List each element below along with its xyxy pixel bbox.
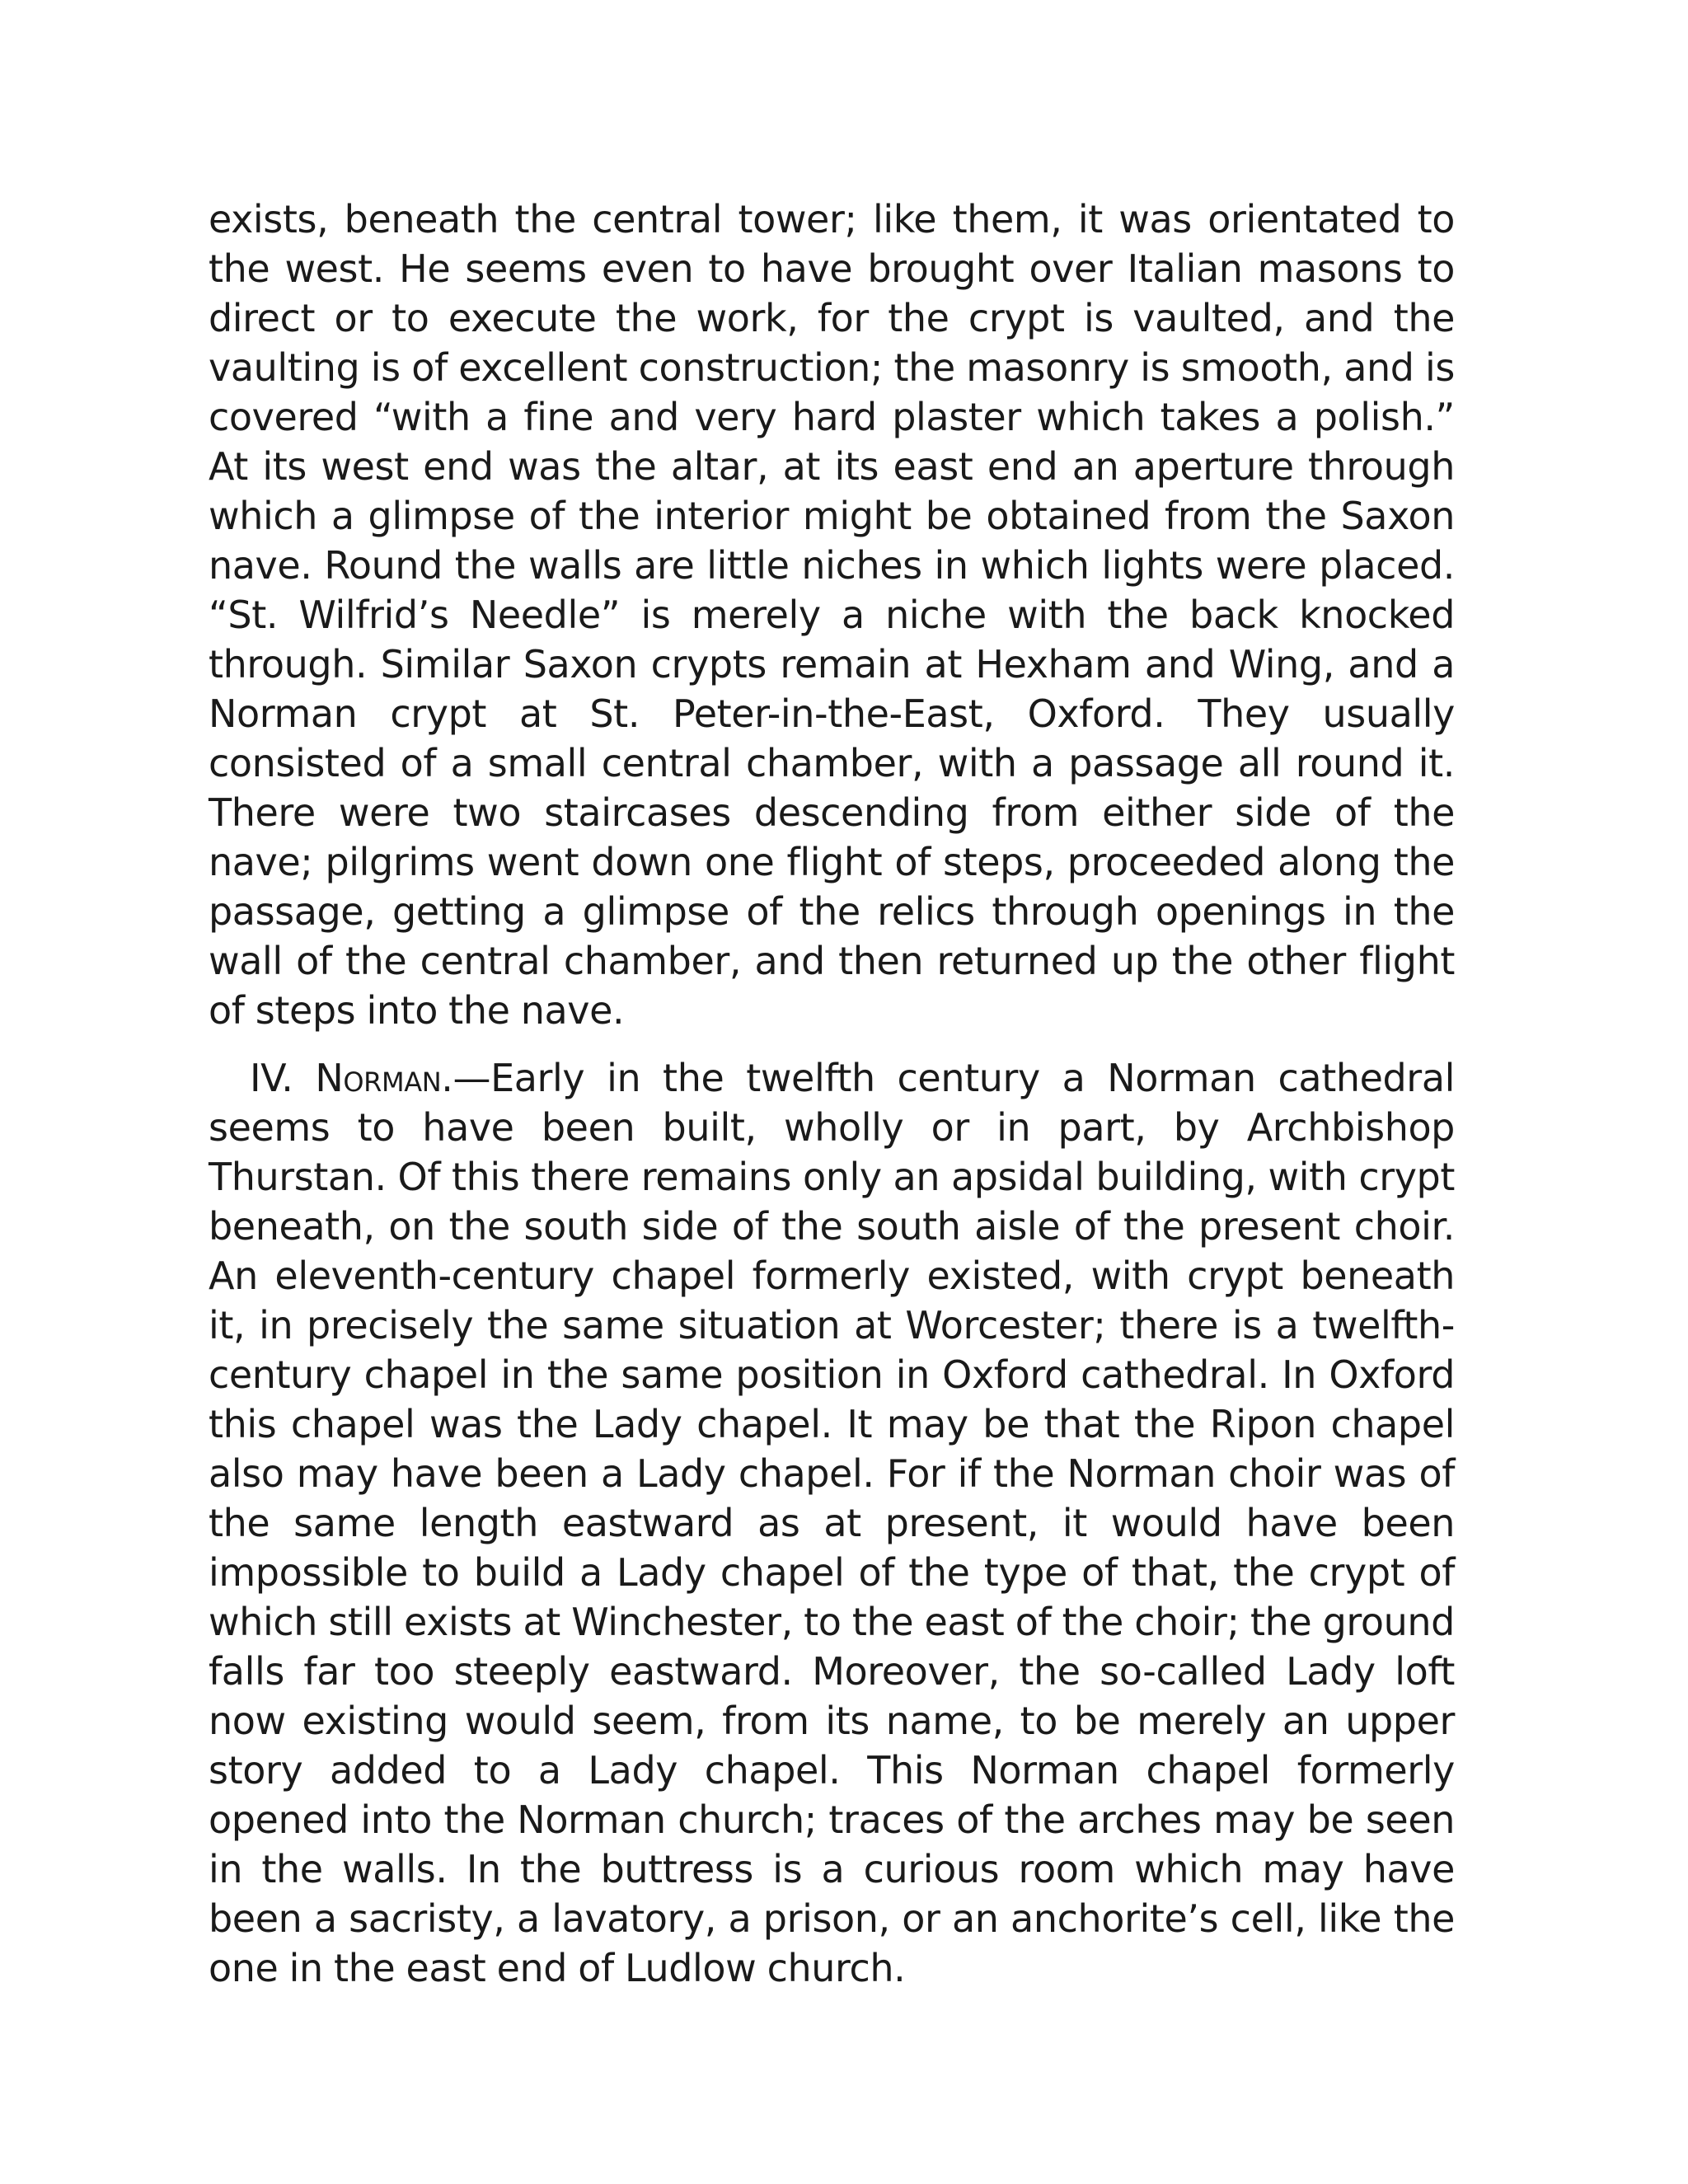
section-heading: Norman [315, 1056, 442, 1100]
paragraph-norman [209, 1053, 1455, 1993]
paragraph-crypt [209, 194, 1455, 1035]
paragraph-norman-text: .—Early in the twelfth century a Norman cathedral seems to have been built, wholly or in part, by Archbishop Thurstan. Of this there remains only an apsidal building, with crypt beneath, on the south side of the south aisle of the present choir. An eleventh-century chapel formerly existed, with crypt beneath it, in precisely the same situation at Worcester; there is a twelfth-century chapel in the same position in Oxford cathedral. In Oxford this chapel was the Lady chapel. It may be that the Ripon chapel also may have been a Lady chapel. For if the Norman choir was of the same length eastward as at present, it would have been impossible to build a Lady chapel of the type of that, the crypt of which still exists at Winchester, to the east of the choir; the ground falls far too steeply eastward. Moreover, the so-called Lady loft now existing would seem, from its name, to be merely an upper story added to a Lady chapel. This Norman chapel formerly opened into the Norman church; traces of the arches may be seen in the walls. In the buttress is a curious room which may have been a sacristy, a lavatory, a prison, or an anchorite’s cell, like the one in the east end of Ludlow church. [209, 1056, 1455, 1990]
paragraph-crypt-text: exists, beneath the central tower; like them, it was orientated to the west. He seems even to have brought over Italian masons to direct or to execute the work, for the crypt is vaulted, and the vaulting is of excellent construction; the masonry is smooth, and is covered “with a fine and very hard plaster which takes a polish.” At its west end was the altar, at its east end an aperture through which a glimpse of the interior might be obtained from the Saxon nave. Round the walls are little niches in which lights were placed. “St. Wilfrid’s Needle” is merely a niche with the back knocked through. Similar Saxon crypts remain at Hexham and Wing, and a Norman crypt at St. Peter-in-the-East, Oxford. They usually consisted of a small central chamber, with a passage all round it. There were two staircases descending from either side of the nave; pilgrims went down one flight of steps, proceeded along the passage, getting a glimpse of the relics through openings in the wall of the central chamber, and then returned up the other flight of steps into the nave. [209, 197, 1455, 1033]
section-number: IV. [250, 1056, 293, 1100]
page-body [209, 194, 1455, 1993]
